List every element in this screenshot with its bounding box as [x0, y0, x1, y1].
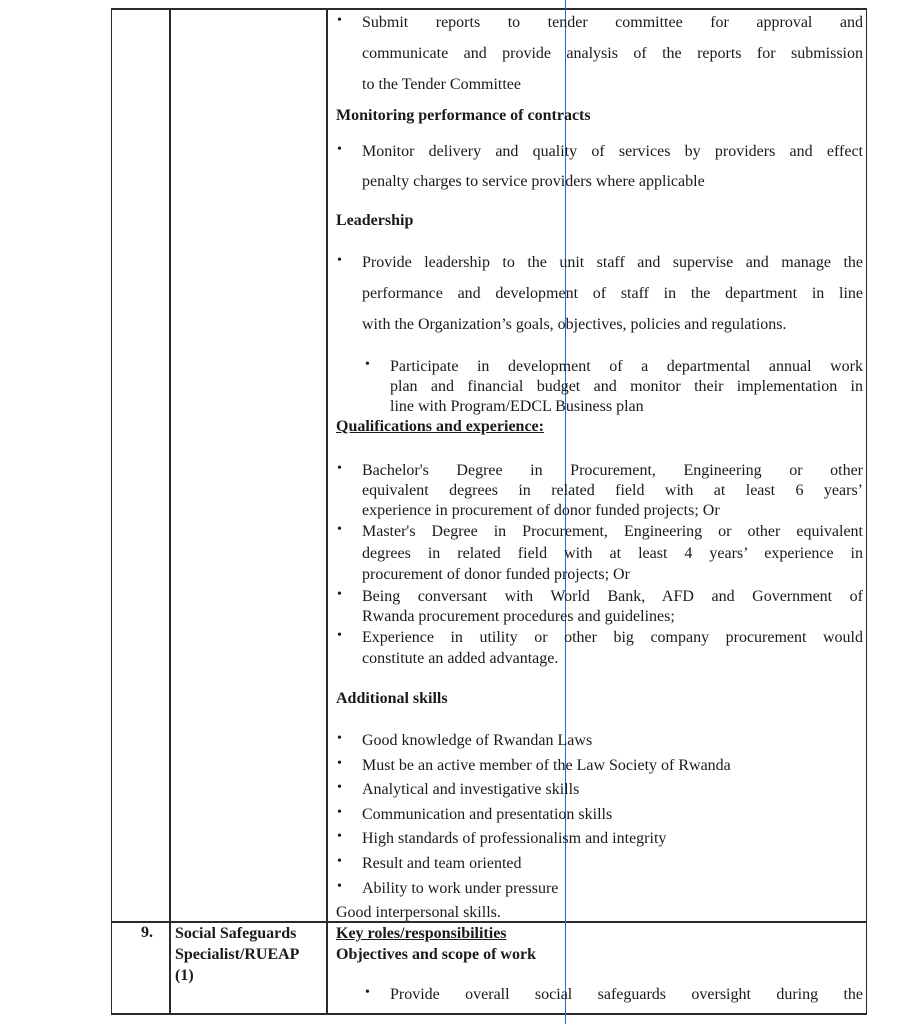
bullet-icon: • [337, 756, 342, 771]
skill-item: Must be an active member of the Law Society of Rwanda [362, 757, 731, 774]
qualification-2-line-2: degrees in related field with at least 4 years’ experience in [362, 545, 863, 562]
skill-item: Analytical and investigative skills [362, 781, 580, 798]
bullet-icon: • [337, 628, 342, 643]
bullet-icon: • [337, 461, 342, 476]
skill-item: Good knowledge of Rwandan Laws [362, 732, 593, 749]
qualifications-heading: Qualifications and experience: [336, 418, 544, 435]
qualification-3-line-2: Rwanda procurement procedures and guidelines; [362, 608, 675, 625]
bullet-icon: • [337, 587, 342, 602]
monitoring-line-2: penalty charges to service providers where applicable [362, 173, 705, 190]
bullet-icon: • [365, 357, 370, 372]
qualification-1-line-2: equivalent degrees in related field with at least 6 years’ [362, 482, 863, 499]
role-title-line-3: (1) [175, 967, 194, 984]
participate-line-1: Participate in development of a departmental annual work [390, 358, 863, 375]
submit-reports-line-1: Submit reports to tender committee for approval and [362, 14, 863, 31]
qualification-2-line-1: Master's Degree in Procurement, Engineering or other equivalent [362, 523, 863, 540]
skill-item: Result and team oriented [362, 855, 522, 872]
interpersonal-skills-line: Good interpersonal skills. [336, 904, 501, 921]
bullet-icon: • [337, 854, 342, 869]
role-title-line-2: Specialist/RUEAP [175, 946, 300, 963]
column-divider-1 [169, 8, 171, 1014]
qualification-2-line-3: procurement of donor funded projects; Or [362, 566, 630, 583]
leadership-line-2: performance and development of staff in the department in line [362, 285, 863, 302]
skill-item: Ability to work under pressure [362, 880, 559, 897]
leadership-line-3: with the Organization’s goals, objectives, policies and regulations. [362, 316, 787, 333]
bullet-icon: • [337, 780, 342, 795]
role-title-line-1: Social Safeguards [175, 925, 297, 942]
bullet-icon: • [337, 253, 342, 268]
monitoring-line-1: Monitor delivery and quality of services by providers and effect [362, 143, 863, 160]
skill-item: High standards of professionalism and integrity [362, 830, 667, 847]
row-number: 9. [141, 924, 153, 941]
qualification-4-line-2: constitute an added advantage. [362, 650, 559, 667]
bullet-icon: • [365, 985, 370, 1000]
bullet-icon: • [337, 522, 342, 537]
row-divider-top [111, 8, 867, 10]
bullet-icon: • [337, 142, 342, 157]
key-roles-heading: Key roles/responsibilities [336, 925, 507, 942]
qualification-1-line-3: experience in procurement of donor funded projects; Or [362, 502, 720, 519]
additional-skills-heading: Additional skills [336, 690, 448, 707]
leadership-line-1: Provide leadership to the unit staff and supervise and manage the [362, 254, 863, 271]
submit-reports-line-2: communicate and provide analysis of the reports for submission [362, 45, 863, 62]
participate-line-3: line with Program/EDCL Business plan [390, 398, 644, 415]
bullet-icon: • [337, 879, 342, 894]
column-divider-2 [326, 8, 328, 1014]
monitoring-heading: Monitoring performance of contracts [336, 107, 591, 124]
qualification-1-line-1: Bachelor's Degree in Procurement, Engineering or other [362, 462, 863, 479]
row-divider-bottom [111, 1013, 867, 1015]
bullet-icon: • [337, 829, 342, 844]
leadership-heading: Leadership [336, 212, 414, 229]
submit-reports-line-3: to the Tender Committee [362, 76, 521, 93]
objectives-heading: Objectives and scope of work [336, 946, 536, 963]
qualification-3-line-1: Being conversant with World Bank, AFD and Government of [362, 588, 863, 605]
bullet-icon: • [337, 731, 342, 746]
skill-item: Communication and presentation skills [362, 806, 613, 823]
bullet-icon: • [337, 805, 342, 820]
bullet-icon: • [337, 13, 342, 28]
safeguards-line-1: Provide overall social safeguards oversight during the [390, 986, 863, 1003]
qualification-4-line-1: Experience in utility or other big company procurement would [362, 629, 863, 646]
participate-line-2: plan and financial budget and monitor their implementation in [390, 378, 863, 395]
